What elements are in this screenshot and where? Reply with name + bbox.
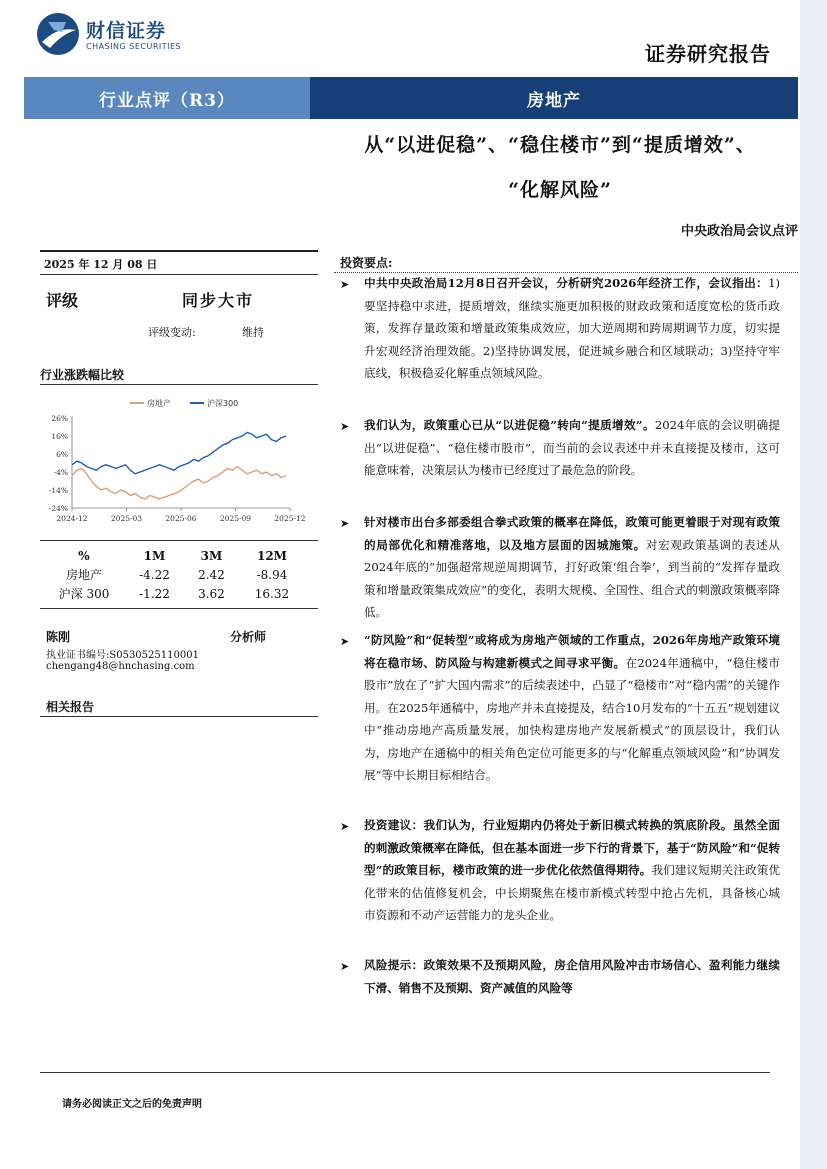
- perf-table-bottom-rule: [40, 608, 318, 609]
- perf-cell: 房地产: [65, 568, 102, 582]
- x-tick-label: 2025-12: [274, 514, 306, 523]
- y-tick-label: -14%: [48, 486, 68, 495]
- y-tick-label: -4%: [53, 468, 68, 477]
- perf-table-top-rule: [40, 540, 318, 541]
- bullet-4-bold: “防风险”和“促转型”或将成为房地产领域的工作重点，2026年房地产政策环境将在稳市场、防风险与构建新模式之间寻求平衡。: [364, 633, 780, 670]
- compare-title: 行业涨跌幅比较: [40, 368, 125, 382]
- perf-header-cell: 1M: [143, 548, 166, 563]
- brand-logo: [36, 12, 80, 56]
- x-tick-label: 2025-03: [110, 514, 143, 523]
- analyst-name: 陈刚: [46, 630, 71, 644]
- legend-label: 房地产: [147, 399, 171, 408]
- bullet-arrow-icon: ➤: [340, 635, 350, 648]
- x-tick-label: 2025-09: [219, 514, 252, 523]
- analyst-license: 执业证书编号:S0530525110001: [46, 650, 199, 661]
- perf-header-cell: 12M: [256, 548, 287, 563]
- perf-cell: -1.22: [139, 586, 170, 601]
- section-title: 投资要点:: [340, 256, 393, 270]
- bullet-1-bold: 中共中央政治局12月8日召开会议，分析研究2026年经济工作，会议指出：: [364, 276, 769, 290]
- bullet-1-text: 1)要坚持稳中求进，提质增效，继续实施更加积极的财政政策和适度宽松的货币政策，发挥存量政策和增量政策集成效应，加大逆周期和跨周期调节力度，切实提升宏观经济治理效能。2)坚持协调发展，促进城乡融合和区域联动；3)坚持守牢底线，积极稳妥化解重点领域风险。: [364, 276, 780, 380]
- bullet-arrow-icon: ➤: [340, 517, 350, 530]
- perf-cell: -4.22: [139, 567, 170, 582]
- bullet-arrow-icon: ➤: [340, 278, 350, 291]
- footer-rule: [40, 1072, 770, 1073]
- performance-table: [44, 546, 306, 603]
- report-title-line2: “化解风险”: [508, 179, 612, 201]
- perf-cell: -8.94: [256, 567, 288, 582]
- analyst-role: 分析师: [230, 630, 267, 644]
- perf-cell: 沪深 300: [58, 587, 110, 601]
- rating-value: 同步大市: [182, 291, 255, 310]
- bullet-5-bold: 投资建议：我们认为，行业短期内仍将处于新旧模式转换的筑底阶段。虽然全面的刺激政策概率在降低，但在基本面进一步下行的背景下，基于“防风险”和“促转型”的政策目标，楼市政策的进一步优化依然值得期待。: [364, 818, 780, 877]
- bullet-6: [364, 954, 780, 999]
- bullet-4-text: 在2024年通稿中，“稳住楼市股市”放在了“扩大国内需求”的后续表述中，凸显了“稳楼市”对“稳内需”的关键作用。在2025年通稿中，房地产并未直接提及，结合10月发布的“十五五”规划建议中“推动房地产高质量发展，加快构建房地产发展新模式”的顶层设计，我们认为，房地产在通稿中的相关角色定位可能更多的与“化解重点领域风险”和“协调发展”等中长期目标相结合。: [364, 655, 780, 782]
- bullet-3-text: 对宏观政策基调的表述从2024年底的“加强超常规逆周期调节，打好政策‘组合拳’，到当前的“发挥存量政策和增量政策集成效应”的变化，表明大规模、全国性、组合式的刺激政策概率降低。: [364, 537, 780, 619]
- compare-rule: [40, 384, 318, 385]
- legend-label: 沪深300: [207, 399, 239, 408]
- brand-name-cn: 财信证券: [86, 20, 167, 42]
- bullet-2-bold: 我们认为，政策重心已从“以进促稳”转向“提质增效”。: [364, 418, 655, 432]
- perf-header-cell: %: [78, 548, 90, 563]
- disclaimer-note: 请务必阅读正文之后的免责声明: [62, 1099, 202, 1110]
- bullet-3: [364, 511, 780, 624]
- x-tick-label: 2025-06: [165, 514, 197, 523]
- analyst-email[interactable]: chengang48@hnchasing.com: [46, 661, 195, 672]
- date-rule: [40, 274, 318, 275]
- report-date: 2025 年 12 月 08 日: [44, 258, 158, 271]
- y-tick-label: 6%: [56, 450, 68, 459]
- perf-row: [44, 584, 306, 603]
- related-reports-rule: [40, 716, 318, 717]
- series-line-沪深300: [72, 432, 286, 473]
- related-reports-title: 相关报告: [46, 700, 95, 714]
- report-title-line1: 从“以进促稳”、“稳住楼市”到“提质增效”、: [364, 134, 756, 156]
- bullet-5: [364, 814, 780, 927]
- report-subtitle: 中央政治局会议点评: [680, 224, 798, 239]
- industry-comparison-chart: [38, 394, 306, 530]
- perf-cell: 3.62: [198, 586, 225, 601]
- brand-name-en: CHASING SECURITIES: [86, 42, 182, 51]
- brand-logo-icon: [36, 12, 80, 56]
- y-tick-label: 16%: [51, 432, 68, 441]
- rating-change-value: 维持: [242, 326, 264, 339]
- x-tick-label: 2024-12: [56, 514, 88, 523]
- series-line-房地产: [72, 467, 286, 499]
- bullet-6-bold: 风险提示：政策效果不及预期风险，房企信用风险冲击市场信心、盈利能力继续下滑、销售不及预期、资产减值的风险等: [364, 958, 780, 995]
- bullet-2-text: 2024年底的会议明确提出“以进促稳”、“稳住楼市股市”，而当前的会议表述中并未直接提及楼市，这可能意味着，决策层认为楼市已经度过了最危急的阶段。: [364, 418, 780, 477]
- right-margin-strip: [800, 0, 827, 1169]
- bullet-2: [364, 414, 780, 482]
- y-tick-label: -24%: [48, 504, 68, 513]
- bullet-arrow-icon: ➤: [340, 820, 350, 833]
- bullet-1: [364, 272, 780, 385]
- rating-change-label: 评级变动:: [148, 326, 196, 339]
- bullet-3-bold: 针对楼市出台多部委组合拳式政策的概率在降低，政策可能更着眼于对现有政策的局部优化和精准落地，以及地方层面的因城施策。: [364, 515, 780, 552]
- bullet-arrow-icon: ➤: [340, 420, 350, 433]
- perf-header-cell: 3M: [200, 548, 223, 563]
- rating-label: 评级: [46, 291, 79, 310]
- perf-cell: 16.32: [254, 586, 290, 601]
- perf-cell: 2.42: [198, 567, 225, 582]
- bullet-arrow-icon: ➤: [340, 960, 350, 973]
- sidebar-top-rule: [40, 250, 318, 252]
- category-band: 行业点评（R3）: [24, 77, 310, 119]
- perf-row: [44, 565, 306, 584]
- perf-header-row: [44, 546, 306, 565]
- bullet-5-text: 我们建议短期关注政策优化带来的估值修复机会，中长期聚焦在楼市新模式转型中抢占先机，具备核心城市资源和不动产运营能力的龙头企业。: [364, 863, 780, 922]
- y-tick-label: 26%: [51, 414, 68, 423]
- report-type: 证券研究报告: [645, 42, 771, 66]
- bullet-4: [364, 629, 780, 787]
- industry-band: 房地产: [310, 77, 798, 119]
